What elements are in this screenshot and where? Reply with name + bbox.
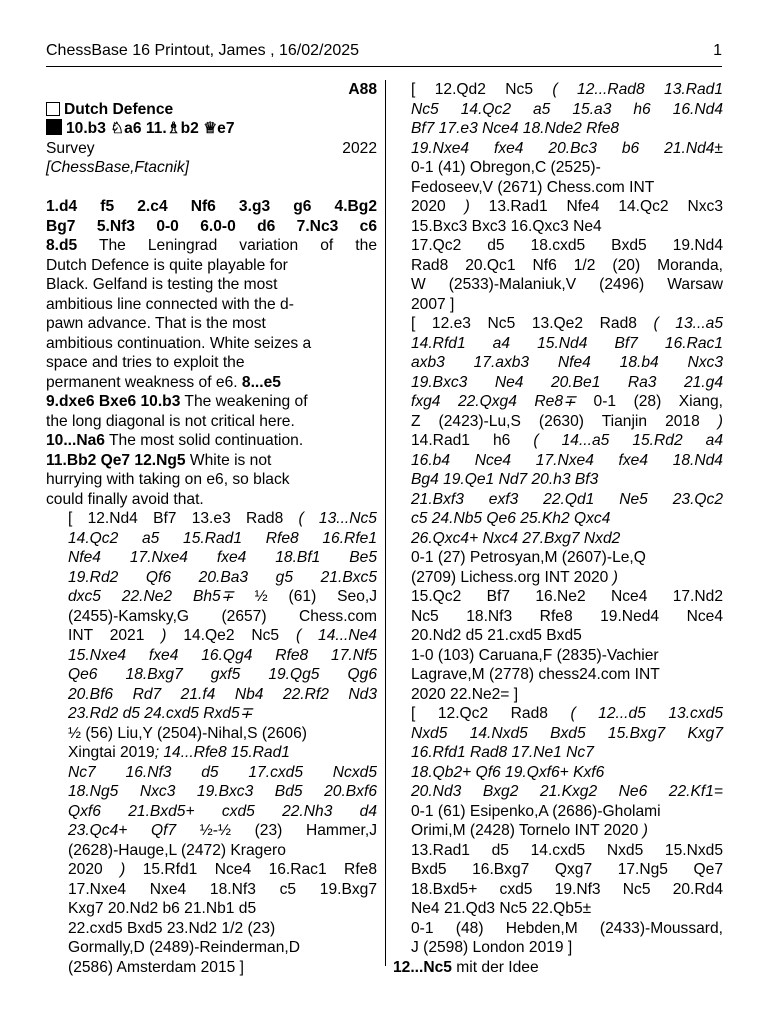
text-segment: Nxd5 14.Nxd5 Bxd5 15.Bxg7 Kxg7 [411,724,723,742]
text-line [411,431,723,451]
text-segment: The weakening of [180,393,308,410]
text-line [46,841,377,861]
text-line [411,763,723,783]
variation-heading [46,119,377,139]
text-segment: the long diagonal is not critical here. [46,412,295,430]
text-line [46,607,377,627]
text-line [411,178,723,198]
white-square-icon [46,102,60,116]
text-segment: ( 14...Ne4 [295,627,377,644]
text-segment: (2455)-Kamsky,G (2657) Chess.com [68,607,377,625]
text-segment: ½-½ (23) Hammer,J [176,822,377,839]
text-segment: 19.Nxe4 fxe4 20.Bc3 b6 21.Nd4± [411,139,723,157]
text-line [46,880,377,900]
text-line [46,743,377,763]
text-line [411,275,723,295]
text-segment: Black. Gelfand is testing the most [46,276,278,293]
text-line [46,821,377,841]
text-line [411,412,723,432]
text-line [46,958,377,978]
text-line [411,938,723,958]
text-segment: ( 12...Rad8 13.Rad1 [552,81,723,98]
text-line [46,529,377,549]
text-line [46,314,377,334]
document-title: ChessBase 16 Printout, James , 16/02/2025 [46,42,360,59]
text-segment: ambitious line connected with the d- [46,295,294,313]
text-segment: INT 2021 [68,627,162,644]
column-divider [385,80,386,966]
text-line [411,217,723,237]
text-line [411,373,723,393]
text-line [411,509,723,529]
text-segment: 17.Nxe4 Nxe4 18.Nf3 c5 19.Bxg7 [68,880,377,898]
text-segment: Ne4 21.Qd3 Nc5 22.Qb5± [411,900,592,917]
text-line [46,704,377,724]
text-line [411,821,723,841]
text-segment: 20.Bf6 Rd7 21.f4 Nb4 22.Rf2 Nd3 [68,685,377,703]
text-line [46,509,377,529]
text-line [411,392,723,412]
text-segment: [ 12.Qc2 Rad8 [411,705,571,722]
text-segment: 15.Nxe4 fxe4 16.Qg4 Rfe8 17.Nf5 [68,646,377,664]
text-segment: ambitious continuation. White seizes a [46,334,312,352]
page-header [46,42,722,67]
text-segment: 0-1 (41) Obregon,C (2525)- [411,159,601,176]
text-segment: 0-1 (61) Esipenko,A (2686)-Gholami [411,802,661,820]
text-line [411,724,723,744]
text-line [411,568,723,588]
text-line [46,295,377,315]
text-segment: Dutch Defence is quite playable for [46,256,288,274]
text-line [411,782,723,802]
variation-name: 10.b3 ♘a6 11.♗b2 ♕e7 [66,120,235,137]
text-line [46,275,377,295]
text-segment: ) [464,198,470,215]
text-segment: 14.Qe2 Nc5 [166,627,296,644]
text-line [411,529,723,549]
text-segment: 1-0 (103) Caruana,F (2835)-Vachier [411,646,659,664]
text-segment: ) [642,822,648,839]
text-segment: White is not [185,451,272,469]
text-segment: Fedoseev,V (2671) Chess.com INT [411,178,655,196]
text-line [46,646,377,666]
text-line [46,470,377,490]
text-line [46,548,377,568]
text-segment: (2628)-Hauge,L (2472) Kragero [68,841,286,859]
text-segment: Lagrave,M (2778) chess24.com INT [411,666,660,683]
text-segment: ( 13...Nc5 [298,510,377,527]
text-segment: ) [120,861,126,878]
text-segment: 9.dxe6 Bxe6 10.b3 [46,393,181,410]
text-line [46,782,377,802]
text-segment: 2020 22.Ne2= ] [411,685,519,703]
text-segment: Bf7 17.e3 Nce4 18.Nde2 Rfe8 [411,120,620,137]
opening-name: Dutch Defence [64,100,174,118]
text-line [46,802,377,822]
survey-year: 2022 [342,139,377,157]
text-segment: 17.Qc2 d5 18.cxd5 Bxd5 19.Nd4 [411,237,723,254]
text-line [411,685,723,705]
text-line [411,236,723,256]
text-segment: ( 12...d5 13.cxd5 [570,705,723,722]
eco-code: A88 [348,81,377,98]
text-segment: J (2598) London 2019 ] [411,939,573,956]
text-segment: ( 13...a5 [653,315,723,332]
text-segment: pawn advance. That is the most [46,315,266,332]
text-segment: Qxf6 21.Bxd5+ cxd5 22.Nh3 d4 [68,802,377,820]
text-line [46,256,377,276]
text-segment: 14.Rad1 h6 [411,432,534,449]
text-segment: 12...Nc5 [393,958,452,976]
text-segment: Orimi,M (2428) Tornelo INT 2020 [411,822,643,839]
text-segment: 0-1 (27) Petrosyan,M (2607)-Le,Q [411,549,646,566]
text-line [411,607,723,627]
text-segment: Qe6 18.Bxg7 gxf5 19.Qg5 Qg6 [68,666,377,683]
text-line [46,899,377,919]
text-line [411,158,723,178]
text-segment: 23.Rd2 d5 24.cxd5 Rxd5∓ [68,705,253,722]
text-line [46,217,377,237]
text-line [46,431,377,451]
text-line [46,685,377,705]
text-segment: Nfe4 17.Nxe4 fxe4 18.Bf1 Be5 [68,549,377,566]
text-line [411,80,723,100]
text-segment: 23.Qc4+ Qf7 [68,822,177,839]
source-line: [ChessBase,Ftacnik] [46,159,190,176]
text-line [411,743,723,763]
left-column [46,80,377,977]
text-segment: 16.b4 Nce4 17.Nxe4 fxe4 18.Nd4 [411,451,723,469]
text-segment: fxg4 22.Qxg4 Re8∓ [411,393,577,410]
text-segment: 21.Bxf3 exf3 22.Qd1 Ne5 23.Qc2 [411,490,723,508]
text-segment: 13.Rad1 Nfe4 14.Qc2 Nxc3 [469,198,723,215]
text-line [411,353,723,373]
text-line [411,119,723,139]
text-line [46,568,377,588]
text-segment: 15.Bxc3 Bxc3 16.Qxc3 Ne4 [411,217,602,235]
text-segment: 13.Rad1 d5 14.cxd5 Nxd5 15.Nxd5 [411,841,723,859]
survey-label: Survey [46,139,95,157]
text-segment: (2709) Lichess.org INT 2020 [411,568,613,586]
text-segment: Kxg7 20.Nd2 b6 21.Nb1 d5 [68,900,257,917]
text-segment: Bg4 19.Qe1 Nd7 20.h3 Bf3 [411,471,599,488]
text-segment: [ 12.Nd4 Bf7 13.e3 Rad8 [68,510,299,527]
text-line [46,353,377,373]
text-line [46,197,377,217]
text-line [411,295,723,315]
text-segment: 8...e5 [241,373,281,391]
text-line [411,470,723,490]
text-line [46,412,377,432]
text-segment: Bg7 5.Nf3 0-0 6.0-0 d6 7.Nc3 c6 [46,217,377,235]
text-line [46,587,377,607]
text-line [46,919,377,939]
text-segment: 19.Rd2 Qf6 20.Ba3 g5 21.Bxc5 [68,568,377,586]
text-segment: c5 24.Nb5 Qe6 25.Kh2 Qxc4 [411,510,611,527]
text-segment: could finally avoid that. [46,490,204,508]
text-segment: mit der Idee [451,958,539,976]
text-segment: 0-1 (48) Hebden,M (2433)-Moussard, [411,919,723,937]
text-line [46,665,377,685]
text-line [46,763,377,783]
text-line [411,100,723,120]
text-segment: ( 14...a5 15.Rd2 a4 [533,432,723,449]
text-segment: (2586) Amsterdam 2015 ] [68,958,244,976]
text-line [411,548,723,568]
page-number: 1 [713,42,722,59]
text-segment: permanent weakness of e6. [46,373,242,391]
text-segment: ) [612,568,618,586]
text-line [411,860,723,880]
text-segment: 18.Ng5 Nxc3 19.Bxc3 Bd5 20.Bxf6 [68,783,377,800]
text-segment: 18.Bxd5+ cxd5 19.Nf3 Nc5 20.Rd4 [411,880,723,898]
text-segment: 26.Qxc4+ Nxc4 27.Bxg7 Nxd2 [411,529,621,547]
text-line [411,704,723,724]
text-line [411,197,723,217]
text-segment: Gormally,D (2489)-Reinderman,D [68,939,300,956]
text-segment: 11.Bb2 Qe7 12.Ng5 [46,451,186,469]
text-segment: 20.Nd2 d5 21.cxd5 Bxd5 [411,627,582,644]
text-line [46,236,377,256]
text-line [411,646,723,666]
text-segment: 2007 ] [411,295,455,313]
text-line [46,938,377,958]
text-line [411,899,723,919]
text-segment: Rad8 20.Qc1 Nf6 1/2 (20) Moranda, [411,256,723,274]
text-segment: Bxd5 16.Bxg7 Qxg7 17.Ng5 Qe7 [411,861,723,878]
text-segment: Xingtai 2019 [68,744,155,761]
text-line [46,334,377,354]
text-line [411,919,723,939]
text-line [411,139,723,159]
opening-heading [46,100,377,120]
text-line [411,587,723,607]
annotation-text-right [393,80,723,977]
text-segment: ½ (61) Seo,J [233,588,378,605]
text-segment: 18.Qb2+ Qf6 19.Qxf6+ Kxf6 [411,763,605,781]
text-line [411,334,723,354]
text-segment: 14.Qc2 a5 15.Rad1 Rfe8 16.Rfe1 [68,529,377,547]
text-line [46,724,377,744]
text-segment: [ 12.e3 Nc5 13.Qe2 Rad8 [411,315,654,332]
text-segment: The most solid continuation. [104,432,304,449]
text-segment: dxc5 22.Ne2 Bh5∓ [68,588,234,605]
text-line [411,802,723,822]
text-line [411,256,723,276]
text-segment: ; 14...Rfe8 15.Rad1 [154,744,290,761]
black-square-icon [46,119,62,135]
text-segment: ½ (56) Liu,Y (2504)-Nihal,S (2606) [68,724,307,742]
annotation-text-left [46,197,377,977]
text-line [411,841,723,861]
text-line [46,373,377,393]
text-line [46,490,377,510]
text-segment: 20.Nd3 Bxg2 21.Kxg2 Ne6 22.Kf1= [411,783,723,800]
text-line [46,626,377,646]
text-segment: axb3 17.axb3 Nfe4 18.b4 Nxc3 [411,354,723,371]
text-line [46,860,377,880]
text-segment: [ 12.Qd2 Nc5 [411,81,553,98]
text-line [393,958,723,978]
text-segment: The Leningrad variation of the [77,237,377,254]
text-segment: 1.d4 f5 2.c4 Nf6 3.g3 g6 4.Bg2 [46,198,377,215]
text-segment: W (2533)-Malaniuk,V (2496) Warsaw [411,276,723,293]
text-segment: space and tries to exploit the [46,354,245,371]
text-segment: 14.Rfd1 a4 15.Nd4 Bf7 16.Rac1 [411,334,723,352]
text-line [411,626,723,646]
text-segment: 15.Qc2 Bf7 16.Ne2 Nce4 17.Nd2 [411,588,723,605]
text-segment: ) [717,412,723,430]
text-line [411,490,723,510]
text-segment: hurrying with taking on e6, so black [46,471,290,488]
text-line [411,665,723,685]
text-segment: Nc7 16.Nf3 d5 17.cxd5 Ncxd5 [68,763,377,781]
text-segment: 0-1 (28) Xiang, [576,393,723,410]
text-line [411,451,723,471]
text-line [46,451,377,471]
survey-line [46,139,377,159]
text-segment: ) [161,627,167,644]
text-line [411,314,723,334]
text-segment: 10...Na6 [46,432,105,449]
text-segment: Z (2423)-Lu,S (2630) Tianjin 2018 [411,412,718,430]
text-segment: 2020 [68,861,121,878]
text-segment: 19.Bxc3 Ne4 20.Be1 Ra3 21.g4 [411,373,723,391]
text-segment: 16.Rfd1 Rad8 17.Ne1 Nc7 [411,744,594,761]
text-line [411,880,723,900]
text-segment: 22.cxd5 Bxd5 23.Nd2 1/2 (23) [68,919,276,937]
text-segment: Nc5 18.Nf3 Rfe8 19.Ned4 Nce4 [411,607,723,625]
text-segment: 15.Rfd1 Nce4 16.Rac1 Rfe8 [125,861,377,878]
text-line [46,392,377,412]
text-segment: Nc5 14.Qc2 a5 15.a3 h6 16.Nd4 [411,100,723,118]
text-segment: 8.d5 [46,237,78,254]
text-segment: 2020 [411,198,465,215]
right-column [393,80,723,977]
